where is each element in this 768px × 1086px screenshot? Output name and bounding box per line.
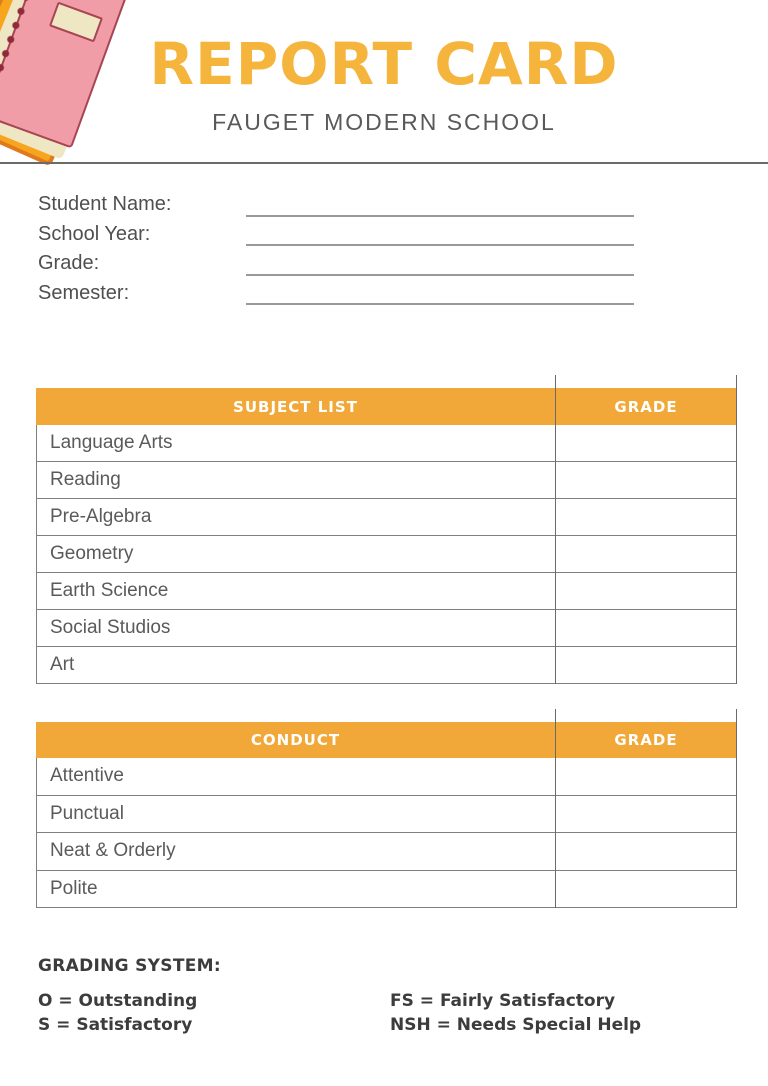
- semester-label: Semester:: [38, 281, 130, 304]
- semester-row: [38, 279, 634, 309]
- conduct-cell: Neat & Orderly: [50, 840, 176, 862]
- grade-label: Grade:: [38, 252, 100, 274]
- conduct-cell: Punctual: [50, 802, 124, 824]
- grade-column-header: GRADE: [614, 397, 678, 416]
- grade-cell[interactable]: [556, 536, 737, 572]
- grade-row: [38, 249, 634, 279]
- subject-cell: Pre-Algebra: [50, 506, 152, 527]
- table-row: [37, 758, 737, 796]
- subject-table: [36, 388, 737, 684]
- student-name-label: Student Name:: [38, 193, 172, 215]
- table-row: [37, 796, 737, 834]
- grade-cell[interactable]: [556, 833, 737, 870]
- conduct-cell: Attentive: [50, 765, 124, 787]
- subject-cell: Art: [50, 654, 75, 675]
- grading-system-columns: [38, 989, 730, 1037]
- conduct-table-body: [36, 758, 737, 908]
- grading-key-satisfactory: S = Satisfactory: [38, 1015, 193, 1035]
- subject-cell: Earth Science: [50, 580, 169, 601]
- grading-key-fairly-satisfactory: FS = Fairly Satisfactory: [390, 991, 616, 1011]
- subject-cell: Geometry: [50, 543, 134, 564]
- table-right-border: [736, 375, 737, 684]
- semester-field[interactable]: [246, 303, 634, 305]
- conduct-table: [36, 722, 737, 908]
- table-row: [37, 425, 737, 462]
- table-row: [37, 647, 737, 684]
- grading-system-section: [38, 956, 730, 1037]
- school-year-label: School Year:: [38, 222, 151, 245]
- grade-cell[interactable]: [556, 647, 737, 683]
- subject-cell: Social Studios: [50, 617, 171, 638]
- header-divider: [0, 162, 768, 164]
- grade-cell[interactable]: [556, 573, 737, 609]
- school-year-field[interactable]: [246, 244, 634, 246]
- grade-cell[interactable]: [556, 871, 737, 908]
- student-info-section: [38, 190, 634, 308]
- table-row: [37, 499, 737, 536]
- grade-cell[interactable]: [556, 758, 737, 795]
- grade-cell[interactable]: [556, 425, 737, 461]
- conduct-cell: Polite: [50, 877, 98, 899]
- student-name-field[interactable]: [246, 215, 634, 217]
- grade-column-header: GRADE: [614, 731, 678, 749]
- grade-column-divider: [555, 375, 556, 684]
- subject-cell: Language Arts: [50, 432, 173, 453]
- conduct-column-header: CONDUCT: [250, 731, 341, 749]
- header: [0, 0, 768, 136]
- grade-cell[interactable]: [556, 796, 737, 833]
- table-row: [37, 610, 737, 647]
- grading-key-needs-special-help: NSH = Needs Special Help: [390, 1015, 642, 1035]
- school-year-row: [38, 220, 634, 250]
- table-row: [37, 573, 737, 610]
- subject-cell: Reading: [50, 469, 121, 490]
- table-row: [37, 833, 737, 871]
- subject-list-column-header: SUBJECT LIST: [233, 397, 358, 416]
- grade-field[interactable]: [246, 274, 634, 276]
- subject-table-header: [36, 388, 737, 425]
- grading-key-outstanding: O = Outstanding: [38, 991, 198, 1011]
- grading-system-title: GRADING SYSTEM:: [38, 956, 221, 976]
- page-title: REPORT CARD: [149, 30, 619, 98]
- grade-cell[interactable]: [556, 610, 737, 646]
- table-row: [37, 536, 737, 573]
- grading-left-column: [38, 989, 390, 1037]
- table-row: [37, 871, 737, 909]
- subject-table-body: [36, 425, 737, 684]
- table-right-border: [736, 709, 737, 908]
- conduct-table-header: [36, 722, 737, 758]
- table-row: [37, 462, 737, 499]
- grade-column-divider: [555, 709, 556, 908]
- grading-right-column: [390, 989, 641, 1037]
- school-name: FAUGET MODERN SCHOOL: [212, 108, 556, 135]
- grade-cell[interactable]: [556, 499, 737, 535]
- grade-cell[interactable]: [556, 462, 737, 498]
- student-name-row: [38, 190, 634, 220]
